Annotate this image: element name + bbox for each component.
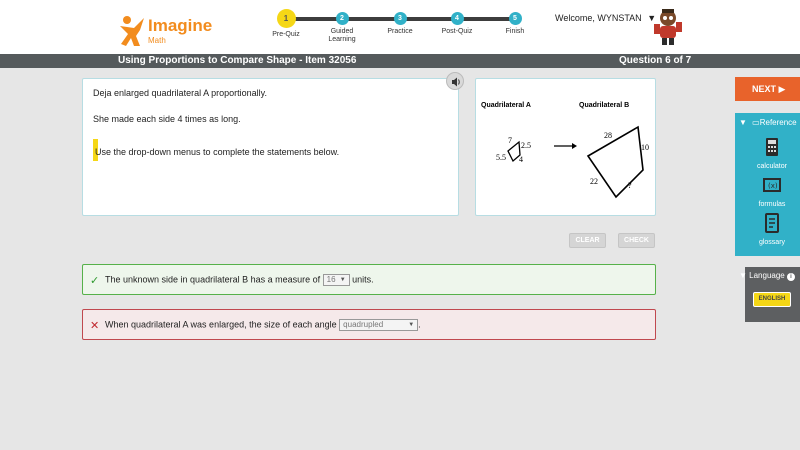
answer-1-suffix: units.: [352, 274, 374, 285]
next-button[interactable]: NEXT ▶: [735, 77, 800, 101]
dropdown-caret-icon: ▼: [408, 322, 415, 328]
dropdown-value: 16: [326, 275, 336, 284]
title-bar: [0, 54, 800, 68]
step-indicator: 1: [277, 9, 296, 28]
welcome-text: Welcome, WYNSTAN: [555, 13, 642, 23]
answer-1-text: The unknown side in quadrilateral B has a measure of: [105, 274, 321, 285]
formulas-button[interactable]: [747, 175, 797, 208]
side-a-2: 2.5: [521, 141, 531, 150]
speaker-icon: [447, 73, 465, 91]
lesson-title: Using Proportions to Compare Shape - Item 32056: [118, 55, 357, 66]
step-guided-learning[interactable]: [312, 8, 372, 44]
audio-button[interactable]: [446, 72, 464, 90]
caret-down-icon: ▼: [739, 271, 747, 280]
english-button[interactable]: ENGLISH: [753, 292, 791, 307]
question-prompt: [82, 78, 459, 216]
formulas-label: formulas: [758, 201, 786, 208]
quadrilateral-b-shape: [588, 127, 643, 197]
avatar[interactable]: [650, 6, 686, 46]
checkmark-icon: ✓: [90, 275, 100, 287]
header: [0, 0, 800, 54]
answer-row-correct: [82, 264, 656, 295]
glossary-button[interactable]: [747, 213, 797, 246]
imagine-math-logo: [118, 14, 213, 50]
prompt-line-3: Use the drop-down menus to complete the statements below.: [95, 147, 340, 157]
language-panel: [739, 267, 800, 322]
step-label: Pre-Quiz: [272, 31, 300, 38]
question-counter: Question 6 of 7: [619, 55, 692, 66]
reference-header[interactable]: [739, 118, 797, 127]
info-icon[interactable]: i: [787, 273, 795, 281]
step-pre-quiz[interactable]: [256, 8, 316, 39]
step-label: Practice: [387, 28, 413, 35]
side-measure-dropdown[interactable]: [323, 274, 350, 286]
side-b-3: 22: [590, 177, 598, 186]
reference-label: Reference: [759, 118, 797, 127]
calculator-icon: [762, 137, 782, 157]
quadrilateral-figure: [475, 78, 656, 216]
step-label: Finish: [505, 28, 525, 35]
check-button[interactable]: CHECK: [618, 233, 655, 248]
book-icon: ▭: [752, 118, 760, 127]
svg-text:(x): (x): [768, 182, 778, 190]
step-post-quiz[interactable]: [427, 8, 487, 36]
dropdown-caret-icon: ▼: [339, 277, 346, 283]
step-indicator: 5: [509, 12, 522, 25]
arrow-head-icon: [572, 143, 577, 149]
step-indicator: 2: [336, 12, 349, 25]
angle-change-dropdown[interactable]: [339, 319, 418, 331]
side-a-3: 5.5: [496, 153, 506, 162]
calculator-label: calculator: [757, 163, 787, 170]
label-quadrilateral-b: Quadrilateral B: [579, 102, 630, 109]
logo-text: Imagine: [148, 16, 213, 35]
answer-2-suffix: .: [418, 319, 421, 330]
step-label: Post-Quiz: [441, 28, 473, 35]
user-menu[interactable]: [555, 13, 656, 23]
side-b-4: ?: [628, 181, 632, 190]
prompt-line-1: Deja enlarged quadrilateral A proportionally.: [93, 88, 267, 98]
reference-panel: [735, 113, 800, 256]
progress-tracker: [270, 8, 540, 54]
formulas-icon: [762, 175, 782, 195]
side-b-2: 10: [641, 143, 649, 152]
language-header[interactable]: [739, 271, 795, 281]
logo-figure-icon: [118, 14, 148, 48]
step-finish[interactable]: [485, 8, 545, 36]
label-quadrilateral-a: Quadrilateral A: [481, 102, 531, 109]
prompt-line-2: She made each side 4 times as long.: [93, 114, 241, 124]
calculator-button[interactable]: [747, 137, 797, 170]
caret-down-icon: ▼: [739, 118, 747, 127]
glossary-icon: [762, 213, 782, 233]
clear-button[interactable]: CLEAR: [569, 233, 606, 248]
answer-2-text: When quadrilateral A was enlarged, the size of each angle: [105, 319, 337, 330]
step-label: Guided Learning: [328, 28, 356, 43]
dropdown-value: quadrupled: [343, 320, 384, 329]
side-b-1: 28: [604, 131, 612, 140]
caret-down-icon: ▼: [647, 13, 657, 23]
answer-row-incorrect: [82, 309, 656, 340]
logo-subtext: Math: [148, 36, 166, 45]
step-practice[interactable]: [370, 8, 430, 36]
x-mark-icon: ✕: [90, 320, 100, 332]
step-indicator: 3: [394, 12, 407, 25]
side-a-1: 7: [508, 136, 512, 145]
side-a-4: 4: [519, 155, 523, 164]
step-indicator: 4: [451, 12, 464, 25]
language-label: Language: [749, 271, 785, 280]
glossary-label: glossary: [758, 239, 786, 246]
